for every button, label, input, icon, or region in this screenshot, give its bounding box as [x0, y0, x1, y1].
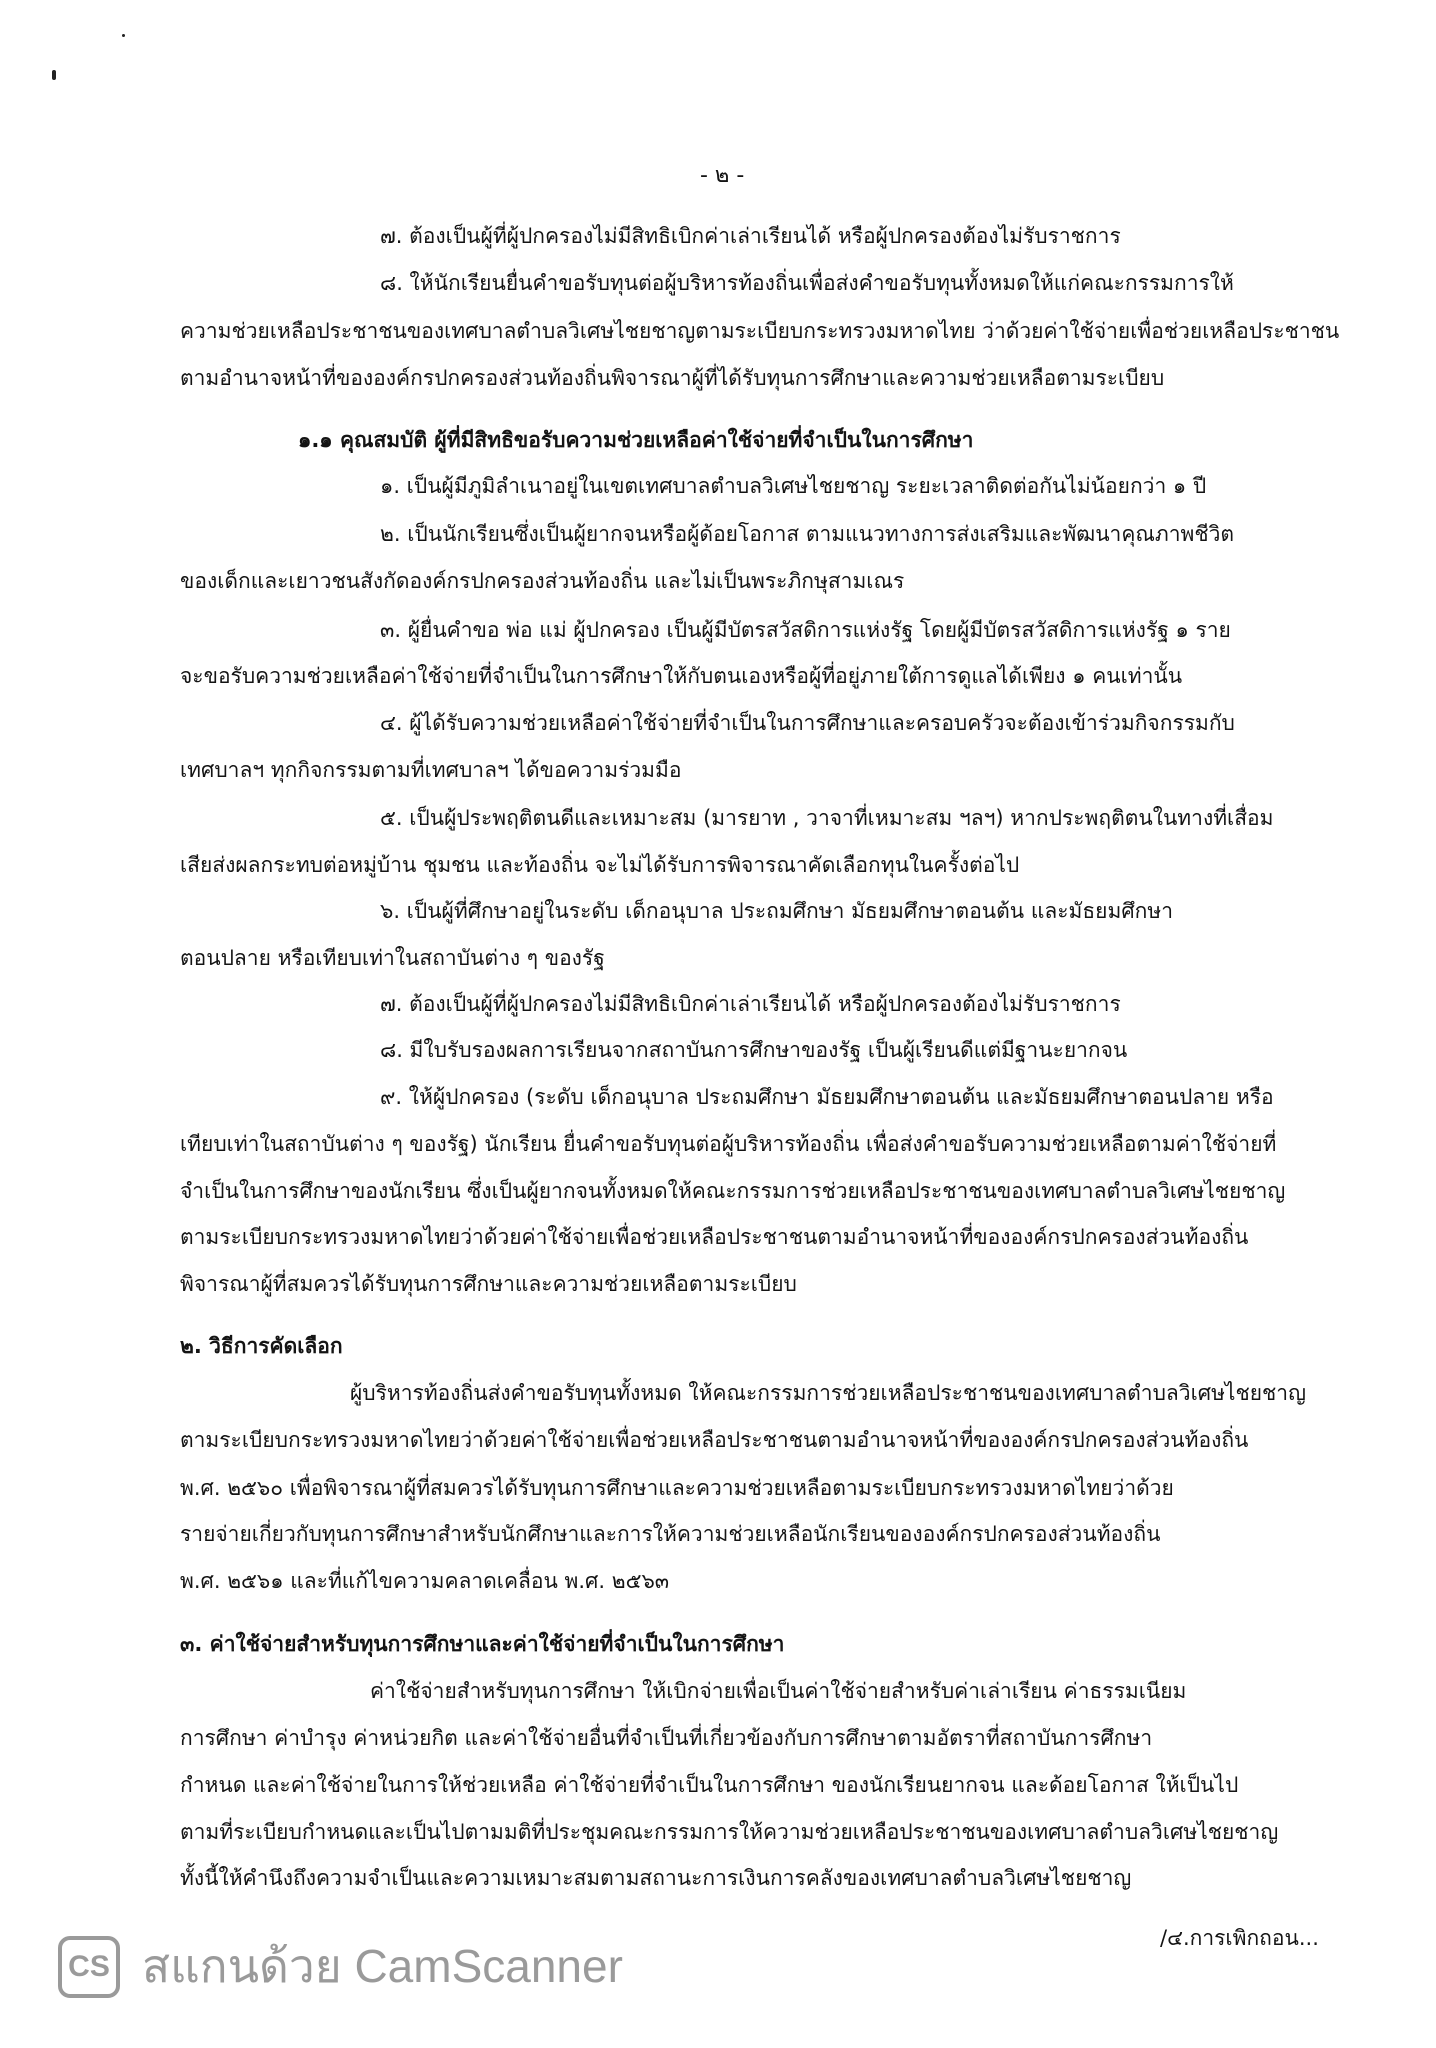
- section-3-heading: ๓. ค่าใช้จ่ายสำหรับทุนการศึกษาและค่าใช้จ่ายที่จำเป็นในการศึกษา: [180, 1632, 785, 1656]
- section-2-heading: ๒. วิธีการคัดเลือก: [180, 1334, 343, 1358]
- section-1-1-line: ๖. เป็นผู้ที่ศึกษาอยู่ในระดับ เด็กอนุบาล ประถมศึกษา มัธยมศึกษาตอนต้น และมัธยมศึกษา: [380, 899, 1173, 923]
- section-3-line: ตามที่ระเบียบกำหนดและเป็นไปตามมติที่ประชุมคณะกรรมการให้ความช่วยเหลือประชาชนของเทศบาลตำบลวิเศษไชยชาญ: [180, 1820, 1279, 1844]
- page-number: - ๒ -: [700, 163, 745, 188]
- camscanner-logo-icon: CS: [58, 1936, 120, 1998]
- section-1-1-line: พิจารณาผู้ที่สมควรได้รับทุนการศึกษาและความช่วยเหลือตามระเบียบ: [180, 1272, 797, 1296]
- section-1-1-line: ๒. เป็นนักเรียนซึ่งเป็นผู้ยากจนหรือผู้ด้อยโอกาส ตามแนวทางการส่งเสริมและพัฒนาคุณภาพชีวิต: [380, 522, 1235, 546]
- scan-speck: [52, 70, 56, 80]
- intro-item-7: ๗. ต้องเป็นผู้ที่ผู้ปกครองไม่มีสิทธิเบิกค่าเล่าเรียนได้ หรือผู้ปกครองต้องไม่รับราชการ: [380, 224, 1121, 248]
- section-1-1-line: ๕. เป็นผู้ประพฤติตนดีและเหมาะสม (มารยาท , วาจาที่เหมาะสม ฯลฯ) หากประพฤติตนในทางที่เสื่อม: [380, 806, 1274, 830]
- watermark-text: สแกนด้วย CamScanner: [142, 1940, 623, 1992]
- section-1-1-line: จะขอรับความช่วยเหลือค่าใช้จ่ายที่จำเป็นในการศึกษาให้กับตนเองหรือผู้ที่อยู่ภายใต้การดูแลได้เพียง ๑ คนเท่านั้น: [180, 664, 1183, 688]
- section-1-1-line: ๘. มีใบรับรองผลการเรียนจากสถาบันการศึกษาของรัฐ เป็นผู้เรียนดีแต่มีฐานะยากจน: [380, 1038, 1128, 1062]
- intro-item-8-line: ๘. ให้นักเรียนยื่นคำขอรับทุนต่อผู้บริหารท้องถิ่นเพื่อส่งคำขอรับทุนทั้งหมดให้แก่คณะกรรมการให้: [380, 271, 1234, 295]
- camscanner-watermark: [58, 1930, 623, 2003]
- section-2-line: ผู้บริหารท้องถิ่นส่งคำขอรับทุนทั้งหมด ให้คณะกรรมการช่วยเหลือประชาชนของเทศบาลตำบลวิเศษไชยชาญ: [350, 1381, 1306, 1405]
- section-2-line: พ.ศ. ๒๕๖๑ และที่แก้ไขความคลาดเคลื่อน พ.ศ. ๒๕๖๓: [180, 1569, 670, 1593]
- section-3-line: ค่าใช้จ่ายสำหรับทุนการศึกษา ให้เบิกจ่ายเพื่อเป็นค่าใช้จ่ายสำหรับค่าเล่าเรียน ค่าธรรมเนียม: [370, 1679, 1187, 1703]
- section-1-1-line: ของเด็กและเยาวชนสังกัดองค์กรปกครองส่วนท้องถิ่น และไม่เป็นพระภิกษุสามเณร: [180, 569, 905, 593]
- continuation-note: /๔.การเพิกถอน...: [1160, 1926, 1319, 1950]
- section-1-1-line: ตอนปลาย หรือเทียบเท่าในสถาบันต่าง ๆ ของรัฐ: [180, 946, 605, 970]
- section-1-1-line: เทศบาลฯ ทุกกิจกรรมตามที่เทศบาลฯ ได้ขอความร่วมมือ: [180, 758, 682, 782]
- section-1-1-line: จำเป็นในการศึกษาของนักเรียน ซึ่งเป็นผู้ยากจนทั้งหมดให้คณะกรรมการช่วยเหลือประชาชนของเทศบาลตำบลวิเศษไชยชาญ: [180, 1179, 1286, 1203]
- section-3-line: การศึกษา ค่าบำรุง ค่าหน่วยกิต และค่าใช้จ่ายอื่นที่จำเป็นที่เกี่ยวข้องกับการศึกษาตามอัตราที่สถาบันการศึกษา: [180, 1726, 1153, 1750]
- section-1-1-line: ๙. ให้ผู้ปกครอง (ระดับ เด็กอนุบาล ประถมศึกษา มัธยมศึกษาตอนต้น และมัธยมศึกษาตอนปลาย หรือ: [380, 1085, 1274, 1109]
- section-3-line: กำหนด และค่าใช้จ่ายในการให้ช่วยเหลือ ค่าใช้จ่ายที่จำเป็นในการศึกษา ของนักเรียนยากจน และด้อยโอกาส ให้เป็นไป: [180, 1773, 1239, 1797]
- intro-item-8-line: ตามอำนาจหน้าที่ขององค์กรปกครองส่วนท้องถิ่นพิจารณาผู้ที่ได้รับทุนการศึกษาและความช่วยเหลือตามระเบียบ: [180, 366, 1165, 390]
- section-1-1-heading: ๑.๑ คุณสมบัติ ผู้ที่มีสิทธิขอรับความช่วยเหลือค่าใช้จ่ายที่จำเป็นในการศึกษา: [298, 428, 974, 452]
- intro-item-8-line: ความช่วยเหลือประชาชนของเทศบาลตำบลวิเศษไชยชาญตามระเบียบกระทรวงมหาดไทย ว่าด้วยค่าใช้จ่ายเพื่อช่วยเหลือประชาชน: [180, 319, 1340, 343]
- section-1-1-line: ๗. ต้องเป็นผู้ที่ผู้ปกครองไม่มีสิทธิเบิกค่าเล่าเรียนได้ หรือผู้ปกครองต้องไม่รับราชการ: [380, 992, 1121, 1016]
- scan-speck: [122, 34, 125, 37]
- section-1-1-line: ๑. เป็นผู้มีภูมิลำเนาอยู่ในเขตเทศบาลตำบลวิเศษไชยชาญ ระยะเวลาติดต่อกันไม่น้อยกว่า ๑ ปี: [380, 474, 1207, 498]
- section-3-line: ทั้งนี้ให้คำนึงถึงความจำเป็นและความเหมาะสมตามสถานะการเงินการคลังของเทศบาลตำบลวิเศษไชยชาญ: [180, 1866, 1132, 1890]
- section-2-line: รายจ่ายเกี่ยวกับทุนการศึกษาสำหรับนักศึกษาและการให้ความช่วยเหลือนักเรียนขององค์กรปกครองส่วนท้องถิ่น: [180, 1522, 1161, 1546]
- section-2-line: พ.ศ. ๒๕๖๐ เพื่อพิจารณาผู้ที่สมควรได้รับทุนการศึกษาและความช่วยเหลือตามระเบียบกระทรวงมหาดไทยว่าด้วย: [180, 1476, 1174, 1500]
- section-1-1-line: ๔. ผู้ได้รับความช่วยเหลือค่าใช้จ่ายที่จำเป็นในการศึกษาและครอบครัวจะต้องเข้าร่วมกิจกรรมกับ: [380, 711, 1235, 735]
- section-1-1-line: เสียส่งผลกระทบต่อหมู่บ้าน ชุมชน และท้องถิ่น จะไม่ได้รับการพิจารณาคัดเลือกทุนในครั้งต่อไป: [180, 853, 1020, 877]
- section-1-1-line: ๓. ผู้ยื่นคำขอ พ่อ แม่ ผู้ปกครอง เป็นผู้มีบัตรสวัสดิการแห่งรัฐ โดยผู้มีบัตรสวัสดิการแห่งรัฐ ๑ ราย: [380, 618, 1231, 642]
- section-1-1-line: เทียบเท่าในสถาบันต่าง ๆ ของรัฐ) นักเรียน ยื่นคำขอรับทุนต่อผู้บริหารท้องถิ่น เพื่อส่งคำขอรับความช่วยเหลือตามค่าใช้จ่ายที่: [180, 1132, 1277, 1156]
- section-2-line: ตามระเบียบกระทรวงมหาดไทยว่าด้วยค่าใช้จ่ายเพื่อช่วยเหลือประชาชนตามอำนาจหน้าที่ขององค์กรปกครองส่วนท้องถิ่น: [180, 1428, 1249, 1452]
- section-1-1-line: ตามระเบียบกระทรวงมหาดไทยว่าด้วยค่าใช้จ่ายเพื่อช่วยเหลือประชาชนตามอำนาจหน้าที่ขององค์กรปกครองส่วนท้องถิ่น: [180, 1225, 1249, 1249]
